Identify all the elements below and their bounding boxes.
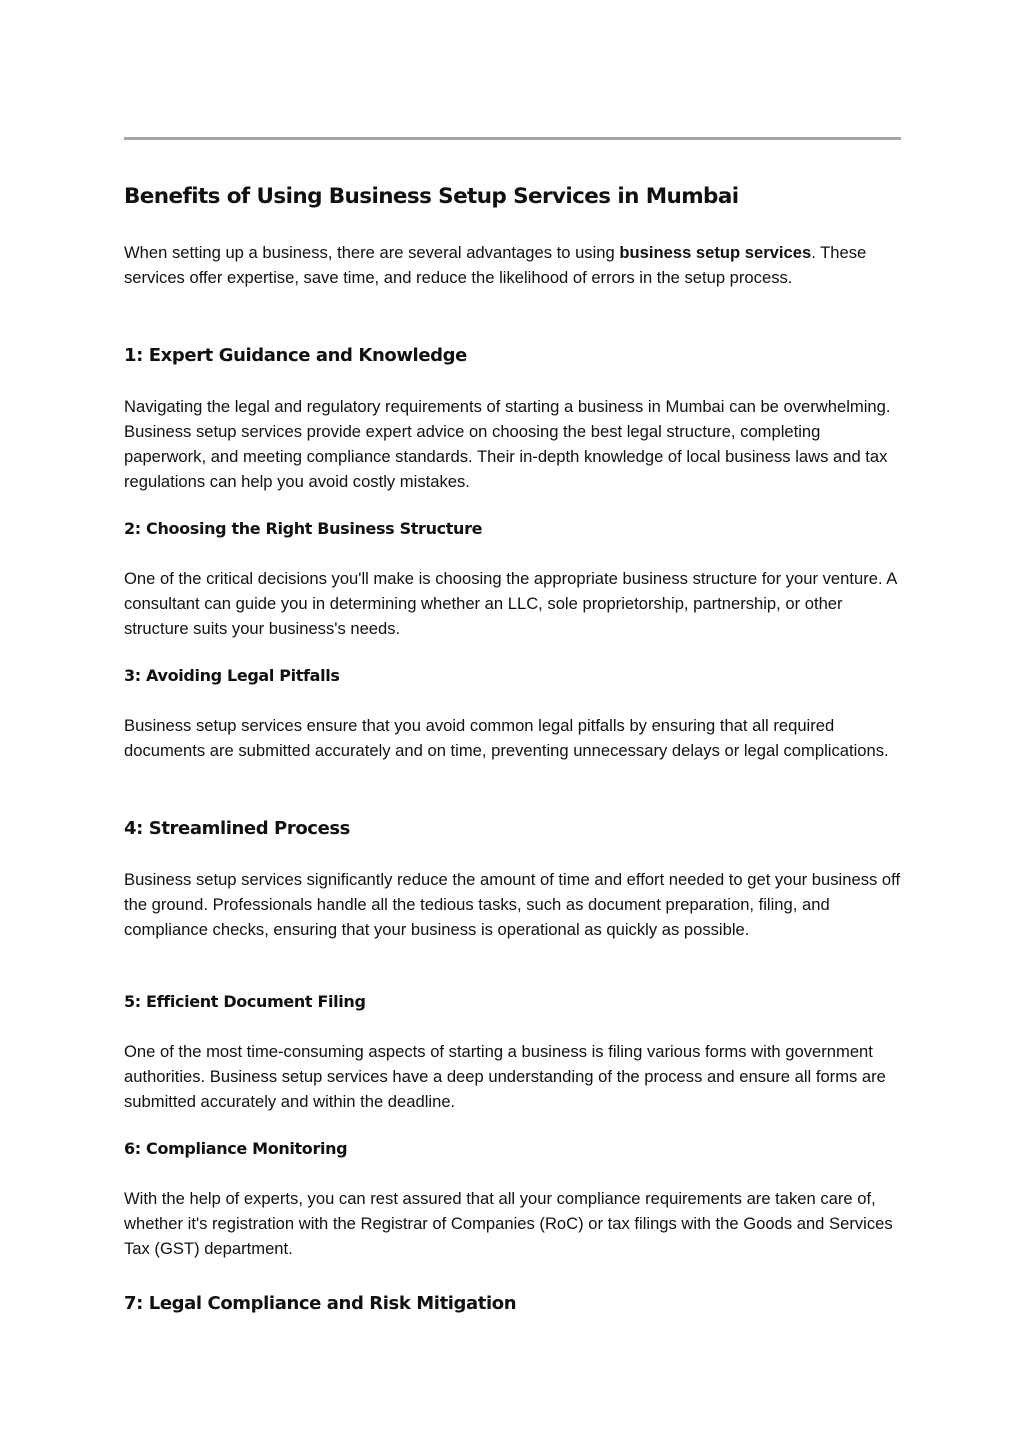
section-heading-2: 2: Choosing the Right Business Structure [124,519,483,538]
section-heading-3: 3: Avoiding Legal Pitfalls [124,666,340,685]
section-heading-4: 4: Streamlined Process [124,818,350,839]
section-heading-6: 6: Compliance Monitoring [124,1139,348,1158]
section-body-6: With the help of experts, you can rest assured that all your compliance requirements are taken care of, whether it's registration with the Registrar of Companies (RoC) or tax filings with the Goods and Services Tax (GST) department. [124,1189,893,1258]
section-body-4: Business setup services significantly reduce the amount of time and effort needed to get your business off the ground. Professionals handle all the tedious tasks, such as document preparation, filing, and compliance checks, ensuring that your business is operational as quickly as possible. [124,870,901,939]
section-heading-7: 7: Legal Compliance and Risk Mitigation [124,1293,517,1314]
intro-text-after: . These services offer expertise, save time, and reduce the likelihood of errors in the setup process. [124,243,867,287]
intro-bold-term: business setup services [619,243,812,262]
section-body-3: Business setup services ensure that you avoid common legal pitfalls by ensuring that all required documents are submitted accurately and on time, preventing unnecessary delays or legal complications. [124,716,889,760]
intro-text-before: When setting up a business, there are several advantages to using [124,243,620,262]
document-title: Benefits of Using Business Setup Services in Mumbai [124,184,739,209]
section-heading-1: 1: Expert Guidance and Knowledge [124,345,467,366]
section-body-5: One of the most time-consuming aspects of starting a business is filing various forms with government authorities. Business setup services have a deep understanding of the process and ensure all forms are submitted accurately and within the deadline. [124,1042,886,1111]
section-heading-5: 5: Efficient Document Filing [124,992,366,1011]
intro-paragraph [124,240,904,290]
section-body-1: Navigating the legal and regulatory requirements of starting a business in Mumbai can be overwhelming. Business setup services provide expert advice on choosing the best legal structure, completing paperwork, and meeting compliance standards. Their in-depth knowledge of local business laws and tax regulations can help you avoid costly mistakes. [124,397,891,491]
header-rule [124,137,901,140]
section-body-2: One of the critical decisions you'll make is choosing the appropriate business structure for your venture. A consultant can guide you in determining whether an LLC, sole proprietorship, partnership, or other structure suits your business's needs. [124,569,897,638]
